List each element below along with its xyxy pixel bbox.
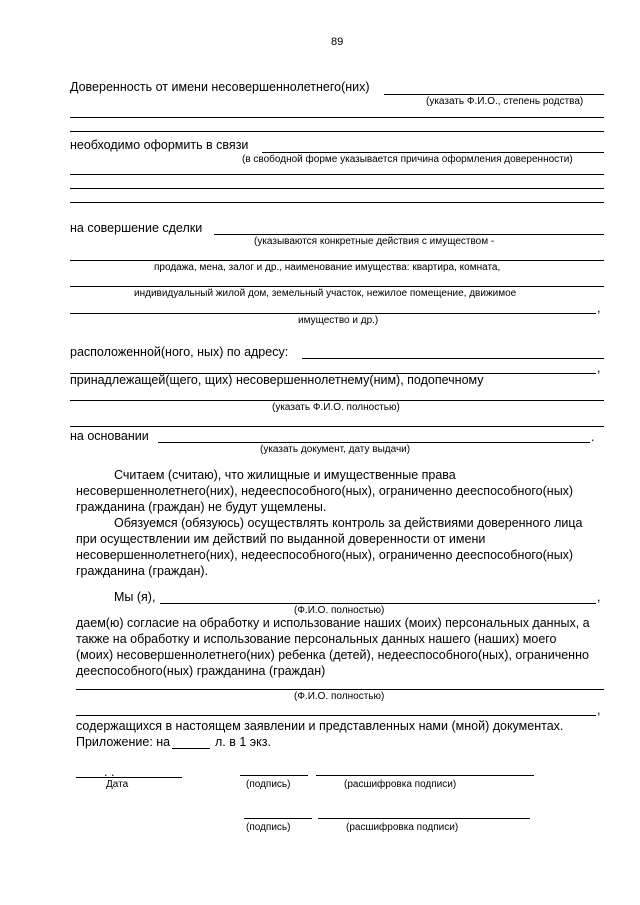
hint-deal-3: индивидуальный жилой дом, земельный участок, нежилое помещение, движимое (134, 288, 517, 299)
fill-line-appendix[interactable] (172, 748, 210, 749)
fill-line-we[interactable] (160, 603, 596, 604)
comma: , (597, 590, 601, 604)
paragraph-line: несовершеннолетнего(них), недееспособного(ных), ограниченно дееспособного(ных) (76, 548, 574, 562)
fill-line[interactable] (70, 202, 604, 203)
appendix-label: Приложение: на (76, 735, 171, 749)
hint-deal-1: (указываются конкретные действия с имуществом - (254, 236, 495, 247)
power-of-attorney-label: Доверенность от имени несовершеннолетнего(них) (70, 80, 370, 94)
fill-line[interactable] (70, 174, 604, 175)
appendix-tail: л. в 1 экз. (215, 735, 271, 749)
comma: , (597, 301, 601, 315)
we-label: Мы (я), (114, 590, 156, 604)
paragraph-line: при осуществлении им действий по выданной доверенности от имени (76, 532, 486, 546)
paragraph-line: Считаем (считаю), что жилищные и имущественные права (114, 468, 456, 482)
owner-label: принадлежащей(щего, щих) несовершеннолетнему(ним), подопечному (70, 373, 484, 387)
paragraph-line: (моих) несовершеннолетнего(них) ребенка (детей), недееспособного(ных), ограниченно (76, 648, 589, 662)
fill-line[interactable] (70, 131, 604, 132)
fill-line-address[interactable] (302, 358, 604, 359)
fill-line[interactable] (70, 286, 604, 287)
date-dots: . . (104, 765, 115, 779)
period: . (591, 430, 595, 444)
fill-line-guardian[interactable] (384, 94, 604, 95)
hint-deal-2: продажа, мена, залог и др., наименование имущества: квартира, комната, (154, 262, 501, 273)
paragraph-line: гражданина (граждан). (76, 564, 209, 578)
fill-line[interactable] (70, 188, 604, 189)
hint-owner-fio: (указать Ф.И.О. полностью) (272, 402, 400, 413)
comma: , (597, 703, 601, 717)
hint-fio-relation: (указать Ф.И.О., степень родства) (426, 96, 584, 107)
fill-line[interactable] (70, 117, 604, 118)
fill-line-deal[interactable] (214, 234, 604, 235)
fill-line-reason[interactable] (262, 152, 604, 153)
fill-line[interactable] (70, 260, 604, 261)
fill-line-basis[interactable] (158, 442, 590, 443)
deal-label: на совершение сделки (70, 221, 203, 235)
comma: , (597, 361, 601, 375)
contained-text: содержащихся в настоящем заявлении и представленных нами (мной) документах. (76, 719, 564, 733)
signature-label-1: (подпись) (246, 779, 291, 790)
hint-deal-4: имущество и др.) (298, 315, 379, 326)
paragraph-line: даем(ю) согласие на обработку и использование наших (моих) персональных данных, а (76, 616, 590, 630)
hint-reason: (в свободной форме указывается причина оформления доверенности) (242, 154, 573, 165)
hint-fio: (Ф.И.О. полностью) (294, 605, 385, 616)
paragraph-line: гражданина (граждан) не будут ущемлены. (76, 500, 327, 514)
paragraph-line: несовершеннолетнего(них), недееспособного(ных), ограниченно дееспособного(ных) (76, 484, 574, 498)
hint-basis: (указать документ, дату выдачи) (260, 444, 411, 455)
page-number: 89 (331, 36, 344, 48)
paragraph-line: Обязуемся (обязуюсь) осуществлять контроль за действиями доверенного лица (114, 516, 583, 530)
paragraph-line: также на обработку и использование персональных данных нашего (наших) моего (76, 632, 557, 646)
fill-line[interactable] (70, 313, 596, 314)
signature-line-2[interactable] (244, 818, 312, 819)
basis-label: на основании (70, 429, 149, 443)
fill-line[interactable] (76, 689, 604, 690)
signature-decode-line-1[interactable] (316, 775, 534, 776)
signature-label-2: (подпись) (246, 822, 291, 833)
fill-line[interactable] (76, 715, 596, 716)
signature-decode-label-1: (расшифровка подписи) (344, 779, 457, 790)
signature-decode-line-2[interactable] (318, 818, 530, 819)
signature-decode-label-2: (расшифровка подписи) (346, 822, 459, 833)
hint-fio: (Ф.И.О. полностью) (294, 691, 385, 702)
date-field[interactable] (76, 777, 182, 778)
signature-line-1[interactable] (240, 775, 308, 776)
reason-label: необходимо оформить в связи (70, 138, 249, 152)
address-label: расположенной(ного, ных) по адресу: (70, 345, 289, 359)
date-label: Дата (106, 779, 129, 790)
fill-line-owner[interactable] (70, 400, 604, 401)
paragraph-line: дееспособного(ных) гражданина (граждан) (76, 664, 326, 678)
fill-line[interactable] (70, 426, 604, 427)
